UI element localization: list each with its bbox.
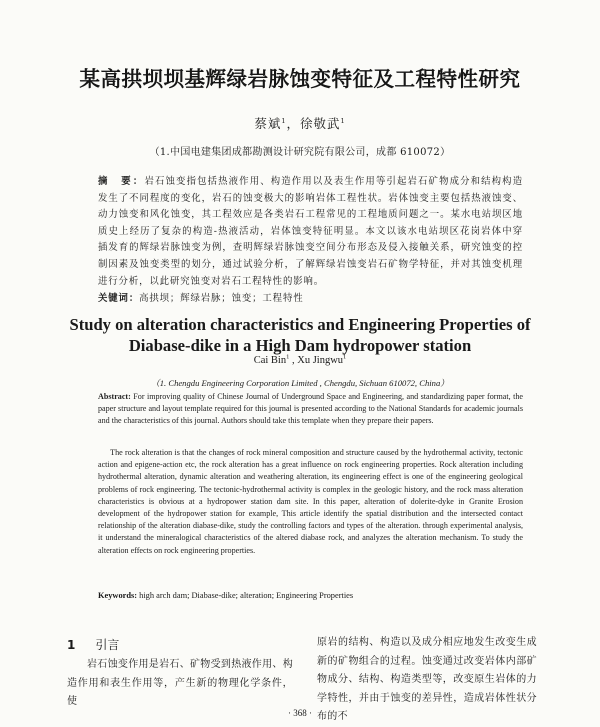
author-sup: 1 xyxy=(281,116,287,125)
en-keywords xyxy=(98,591,523,600)
cn-keywords-label: 关键词： xyxy=(98,293,140,304)
author-name: 徐敬武 xyxy=(300,116,341,131)
en-keywords-label: Keywords: xyxy=(98,591,138,600)
cn-keywords xyxy=(98,290,523,304)
en-abstract-p2: The rock alteration is that the changes of rock mineral composition and structure caused by the hydrothermal activity, tectonic action and epigene-action etc, the rock alteration has a great influence on rock engineering properties. Rock alteration including hydrothermal alteration, dynamic alteration and weathering alteration, its engineering effect is one of the engineering geological problems of rock engineering. The tectonic-hydrothermal activity is complex in the geologic history, and the rock mass alteration characteristics is obvious at a hydropower station dam site. In this paper, alteration of dolerite-dyke in Granite Erosion development of the hydropower station for example, This article identify the spatial distribution and the intersected contact relationship of the alteration diabase-dike, study the controlling factors and types of the alteration. through experimental analysis, it understand the mineralogical characteristics of the altered diabase rock, and analyzes the alteration mechanism. To study the alteration effects on rock engineering properties. xyxy=(98,448,523,555)
en-title xyxy=(0,314,600,356)
section-heading xyxy=(67,636,119,653)
cn-abstract-label: 摘 要： xyxy=(98,176,145,187)
cn-authors xyxy=(0,114,600,132)
en-abstract-label: Abstract: xyxy=(98,392,131,401)
body-column-left xyxy=(67,656,293,712)
page-number: · 368 · xyxy=(288,708,312,718)
cn-affiliation: （1.中国电建集团成都勘测设计研究院有限公司，成都 610072） xyxy=(149,147,451,158)
en-title-line1: Study on alteration characteristics and Engineering Properties of xyxy=(69,315,531,334)
cn-abstract xyxy=(98,174,523,290)
body-column-right: 原岩的结构、构造以及成分相应地发生改变生成新的矿物组合的过程。蚀变通过改变岩体内部矿物成分、结构、构造类型等，改变原生岩体的力学特性，并由于蚀变的差异性，造成岩体性状分布的不 xyxy=(317,637,537,722)
author-separator: ， xyxy=(286,116,300,131)
section-title: 引言 xyxy=(95,638,120,652)
author-sup: 1 xyxy=(286,353,290,361)
author-name: Cai Bin xyxy=(253,355,287,366)
cn-title: 某高拱坝坝基辉绿岩脉蚀变特征及工程特性研究 xyxy=(79,67,521,91)
author-name: 蔡斌 xyxy=(254,116,282,131)
author-sup: 1 xyxy=(343,353,347,361)
en-authors xyxy=(0,355,600,366)
en-title-line2: Diabase-dike in a High Dam hydropower station xyxy=(128,336,472,355)
author-separator: , xyxy=(289,355,298,366)
author-name: Xu Jingwu xyxy=(297,355,344,366)
cn-keywords-text: 高拱坝；辉绿岩脉；蚀变；工程特性 xyxy=(139,293,304,304)
author-sup: 1 xyxy=(340,116,346,125)
body-paragraph: 岩石蚀变作用是岩石、矿物受到热液作用、构造作用和表生作用等，产生新的物理化学条件，使 xyxy=(67,659,293,707)
en-abstract-p1-text: For improving quality of Chinese Journal of Underground Space and Engineering, and standardizing paper format, the paper structure and layout template required for this journal is presented according to the National Standards for academic journals and the characteristics of this journal. Authors should take this template when they prepare their papers. xyxy=(98,392,523,426)
en-keywords-text: high arch dam; Diabase-dike; alteration; Engineering Properties xyxy=(139,591,354,600)
section-number: 1 xyxy=(67,638,76,652)
en-abstract-p1 xyxy=(98,391,523,428)
cn-abstract-text: 岩石蚀变指包括热液作用、构造作用以及表生作用等引起岩石矿物成分和结构构造发生了不同程度的变化，岩石的蚀变极大的影响岩体工程性状。岩体蚀变主要包括热液蚀变、动力蚀变和风化蚀变，其工程效应是各类岩石工程常见的工程地质问题之一。某水电站坝区地质史上经历了复杂的构造-热液活动，岩体蚀变特征明显。本文以该水电站坝区花岗岩体中穿插发育的辉绿岩脉蚀变为例，查明辉绿岩脉蚀变空间分布形态及侵入接触关系，研究蚀变的控制因素及蚀变类型的划分，通过试验分析，了解辉绿岩蚀变岩石矿物学特征，并对其蚀变机理进行分析，以此研究蚀变对岩石工程特性的影响。 xyxy=(98,176,523,287)
en-affiliation: （1. Chengdu Engineering Corporation Limited , Chengdu, Sichuan 610072, China） xyxy=(151,378,449,388)
